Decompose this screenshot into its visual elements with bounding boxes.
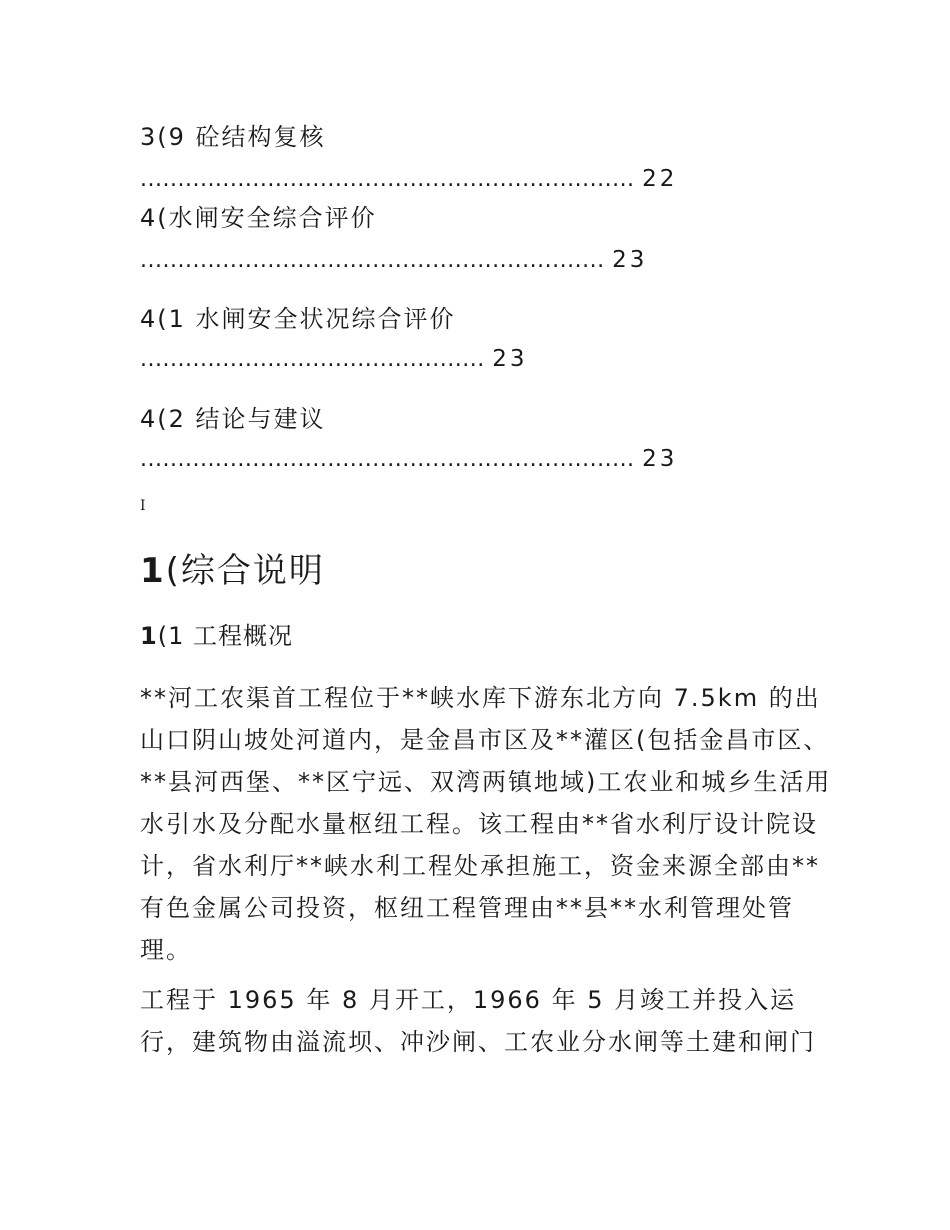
toc-leader-line — [140, 344, 527, 375]
toc-leader-dots: .............................................. — [140, 347, 485, 372]
toc-leader-dots: .................................................................. — [140, 447, 635, 472]
page-number-marker: I — [140, 498, 146, 514]
body-paragraph: **河工农渠首工程位于**峡水库下游东北方向 7.5km 的出山口阴山坡处河道内，是金昌市区及**灌区(包括金昌市区、**县河西堡、**区宁远、双湾两镇地域)工农业和城乡生活用水引水及分配水量枢纽工程。该工程由**省水利厅设计院设计，省水利厅**峡水利工程处承担施工，资金来源全部由**有色金属公司投资，枢纽工程管理由**县**水利管理处管理。 — [140, 684, 832, 964]
section-heading — [140, 548, 325, 594]
toc-entry-title: 4(水闸安全综合评价 — [140, 204, 377, 232]
toc-entry-4[interactable] — [140, 201, 840, 273]
toc-entry-title: 4(1 水闸安全状况综合评价 — [140, 305, 456, 333]
toc-entry-4-2[interactable] — [140, 402, 840, 472]
toc-leader-dots: .............................................................. — [140, 248, 605, 273]
section-title: (综合说明 — [165, 551, 325, 591]
body-paragraph: 工程于 1965 年 8 月开工，1966 年 5 月竣工并投入运行，建筑物由溢流坝、冲沙闸、工农业分水闸等土建和闸门 — [140, 986, 816, 1056]
subsection-heading — [140, 618, 293, 654]
toc-leader-line — [140, 245, 647, 276]
toc-page-number: 23 — [492, 346, 528, 372]
toc-entry-title: 3(9 砼结构复核 — [140, 123, 326, 151]
section-number: 1 — [140, 551, 166, 591]
toc-page-number: 23 — [612, 247, 648, 273]
toc-page-number: 22 — [642, 166, 678, 192]
toc-leader-line — [140, 164, 677, 195]
subsection-title: (1 工程概况 — [157, 622, 293, 650]
toc-leader-dots: .................................................................. — [140, 167, 635, 192]
toc-leader-line — [140, 444, 677, 475]
toc-page-number: 23 — [642, 446, 678, 472]
toc-entry-3-9[interactable] — [140, 120, 840, 192]
toc-entry-4-1[interactable] — [140, 302, 840, 372]
subsection-number: 1 — [140, 622, 158, 650]
toc-entry-title: 4(2 结论与建议 — [140, 405, 326, 433]
